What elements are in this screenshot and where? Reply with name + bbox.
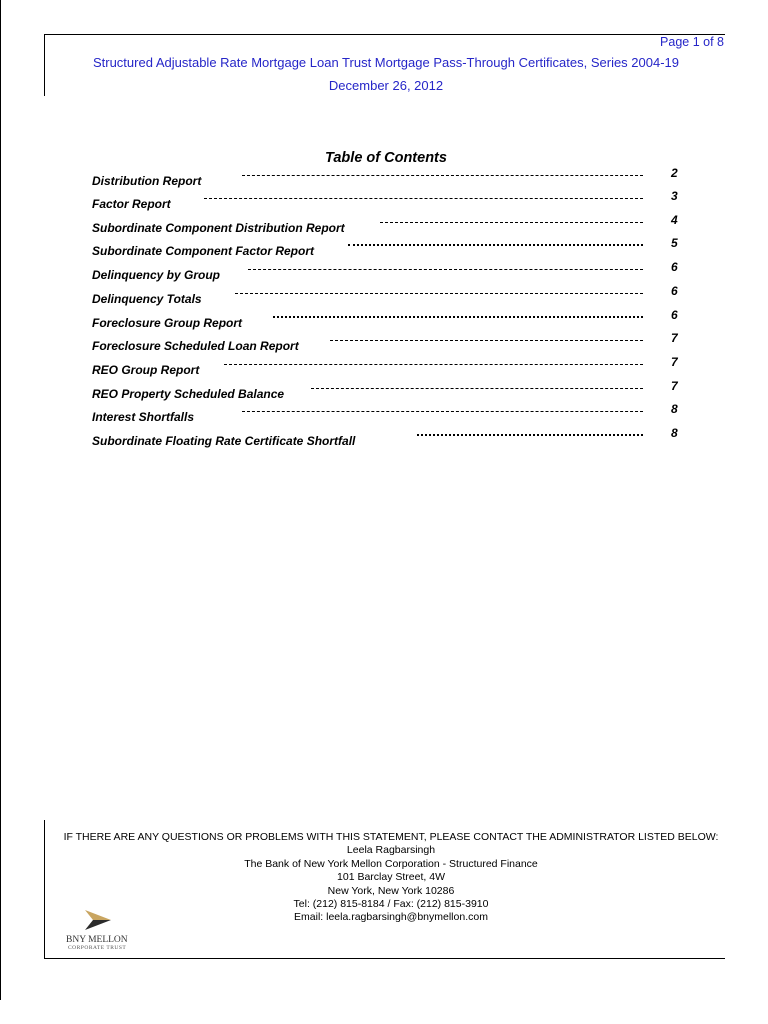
toc-item-page: 7: [671, 331, 678, 345]
toc-item-label: REO Property Scheduled Balance: [92, 387, 285, 401]
contact-name: Leela Ragbarsingh: [346, 844, 436, 857]
toc-item[interactable]: [92, 213, 692, 235]
toc-item-label: Interest Shortfalls: [92, 410, 195, 424]
document-title: Structured Adjustable Rate Mortgage Loan Trust Mortgage Pass-Through Certificates, Series 2004-19: [92, 55, 680, 70]
toc-item[interactable]: [92, 402, 692, 424]
toc-item-page: 6: [671, 260, 678, 274]
toc-item-page: 4: [671, 213, 678, 227]
toc-leader: [417, 434, 643, 436]
contact-city: New York, New York 10286: [327, 884, 455, 897]
toc-leader: [235, 293, 643, 294]
toc-item-label: Subordinate Component Distribution Report: [92, 221, 345, 235]
toc-item-label: Foreclosure Group Report: [92, 316, 243, 330]
toc-item-page: 6: [671, 284, 678, 298]
toc-item-label: Foreclosure Scheduled Loan Report: [92, 339, 299, 353]
toc-leader: [248, 269, 643, 270]
toc-item-label: Delinquency Totals: [92, 292, 202, 306]
toc-item[interactable]: [92, 284, 692, 306]
toc-item-page: 7: [671, 355, 678, 369]
bny-mellon-logo: [66, 910, 130, 954]
toc-item-page: 8: [671, 426, 678, 440]
toc-item-label: Factor Report: [92, 197, 171, 211]
logo-subtitle: CORPORATE TRUST: [68, 945, 127, 951]
toc-item-label: REO Group Report: [92, 363, 200, 377]
contact-notice: IF THERE ARE ANY QUESTIONS OR PROBLEMS WITH THIS STATEMENT, PLEASE CONTACT THE ADMINISTRATOR LISTED BELOW:: [63, 831, 719, 843]
contact-company: The Bank of New York Mellon Corporation - Structured Finance: [244, 857, 538, 870]
toc-item-label: Subordinate Floating Rate Certificate Shortfall: [92, 434, 356, 448]
toc-item[interactable]: [92, 379, 692, 401]
frame-bottom-rule: [44, 958, 725, 959]
toc-leader: [242, 411, 643, 412]
toc-item[interactable]: [92, 426, 692, 448]
toc-item-label: Delinquency by Group: [92, 268, 221, 282]
toc-item[interactable]: [92, 260, 692, 282]
toc-leader: [204, 198, 643, 199]
bny-mellon-logo-icon: [85, 910, 111, 930]
toc-item-page: 7: [671, 379, 678, 393]
document-date: December 26, 2012: [328, 78, 444, 93]
toc-leader: [330, 340, 643, 341]
toc-item[interactable]: [92, 308, 692, 330]
toc-leader: [273, 316, 643, 318]
toc-item-label: Distribution Report: [92, 174, 202, 188]
logo-name: BNY MELLON: [66, 935, 128, 945]
toc-leader: [311, 388, 643, 389]
toc-item-page: 3: [671, 189, 678, 203]
toc-leader: [242, 175, 643, 176]
contact-email-text: Email: leela.ragbarsingh@bnymellon.com: [294, 911, 488, 924]
toc-item-label: Subordinate Component Factor Report: [92, 244, 314, 258]
contact-phone: Tel: (212) 815-8184 / Fax: (212) 815-3910: [293, 898, 489, 911]
toc-item[interactable]: [92, 355, 692, 377]
toc-item-page: 2: [671, 166, 678, 180]
toc-leader: [380, 222, 643, 223]
toc-item-page: 5: [671, 236, 678, 250]
toc-item[interactable]: [92, 331, 692, 353]
toc-item[interactable]: [92, 236, 692, 258]
toc-leader: [348, 244, 643, 246]
toc-item[interactable]: [92, 189, 692, 211]
toc-heading: Table of Contents: [325, 150, 447, 166]
toc-leader: [224, 364, 643, 365]
contact-street: 101 Barclay Street, 4W: [337, 871, 445, 884]
page-number: Page 1 of 8: [660, 35, 724, 49]
frame-top-rule: [44, 34, 725, 35]
toc-item[interactable]: [92, 166, 692, 188]
toc-item-page: 6: [671, 308, 678, 322]
toc-item-page: 8: [671, 402, 678, 416]
